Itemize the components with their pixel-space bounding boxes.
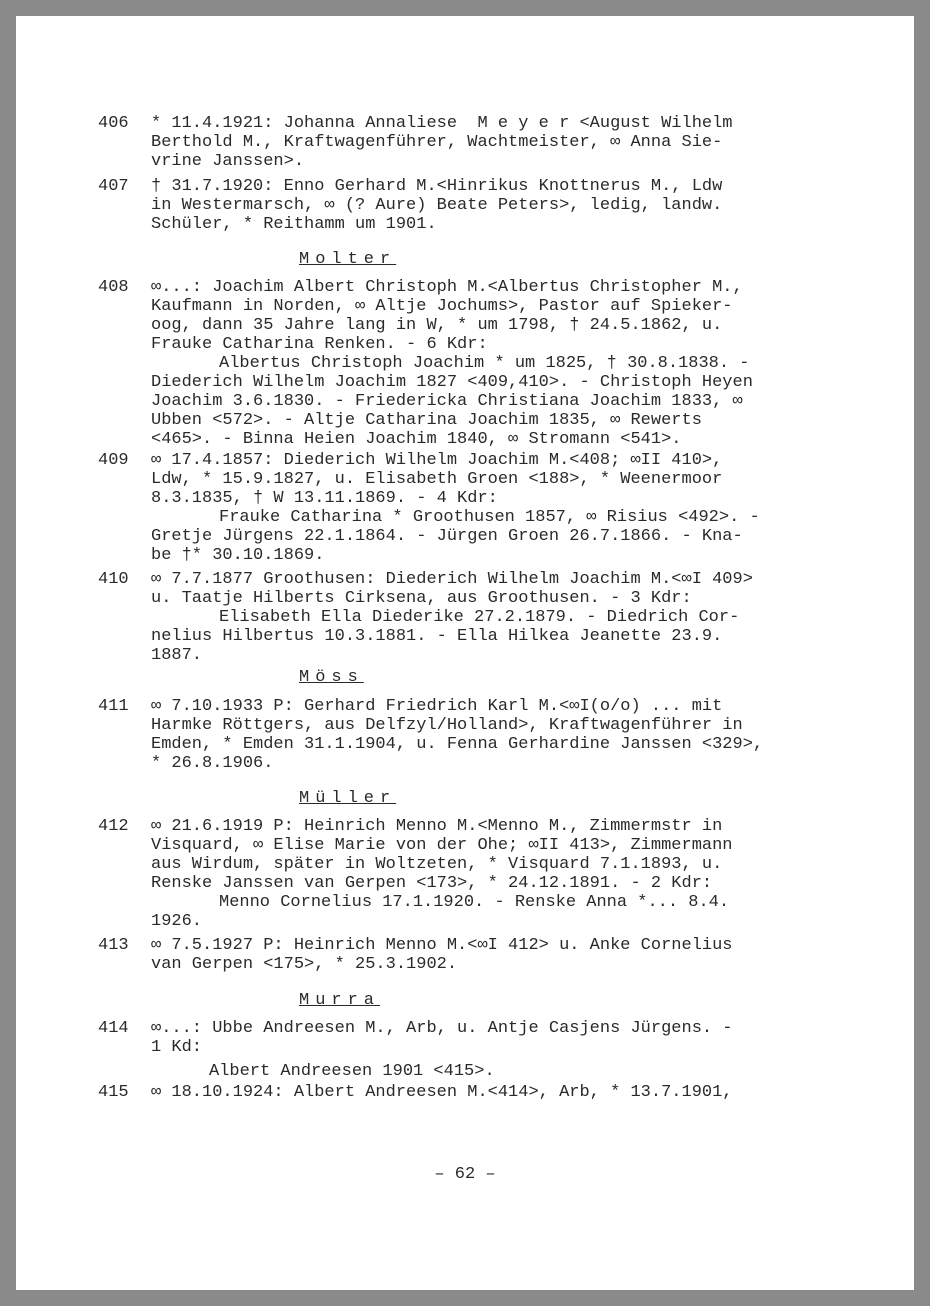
- text-line: Schüler, * Reithamm um 1901.: [151, 215, 437, 234]
- text-line: Gretje Jürgens 22.1.1864. - Jürgen Groen 26.7.1866. - Kna-: [151, 527, 743, 546]
- entry-number: 413: [98, 936, 129, 955]
- entry-number: 408: [98, 278, 129, 297]
- text-line: ∞ 17.4.1857: Diederich Wilhelm Joachim M.<408; ∞II 410>,: [151, 451, 723, 470]
- entry-text: [151, 278, 841, 449]
- text-line: u. Taatje Hilberts Cirksena, aus Groothusen. - 3 Kdr:: [151, 589, 692, 608]
- text-line: Diederich Wilhelm Joachim 1827 <409,410>. - Christoph Heyen: [151, 373, 753, 392]
- text-line: Emden, * Emden 31.1.1904, u. Fenna Gerhardine Janssen <329>,: [151, 735, 764, 754]
- surname-heading-moess: Möss: [299, 668, 364, 687]
- text-line: * 11.4.1921: Johanna Annaliese M e y e r <August Wilhelm: [151, 114, 733, 133]
- entry-number: 410: [98, 570, 129, 589]
- text-line: 1887.: [151, 646, 203, 665]
- text-line: ∞ 7.7.1877 Groothusen: Diederich Wilhelm Joachim M.<∞I 409>: [151, 570, 753, 589]
- text-line: nelius Hilbertus 10.3.1881. - Ella Hilkea Jeanette 23.9.: [151, 627, 723, 646]
- surname-heading-molter: Molter: [299, 250, 397, 269]
- surname-heading-murra: Murra: [299, 991, 381, 1010]
- text-line: 8.3.1835, † W 13.11.1869. - 4 Kdr:: [151, 489, 498, 508]
- entry-text: [151, 1019, 841, 1081]
- text-line: Visquard, ∞ Elise Marie von der Ohe; ∞II 413>, Zimmermann: [151, 836, 733, 855]
- entry-text: [151, 697, 841, 773]
- entry-number: 414: [98, 1019, 129, 1038]
- text-line: Kaufmann in Norden, ∞ Altje Jochums>, Pastor auf Spieker-: [151, 297, 733, 316]
- text-line: Menno Cornelius 17.1.1920. - Renske Anna *... 8.4.: [219, 893, 730, 912]
- surname-heading-mueller: Müller: [299, 789, 397, 808]
- text-line: 1 Kd:: [151, 1038, 203, 1057]
- entry-number: 407: [98, 177, 129, 196]
- text-line: in Westermarsch, ∞ (? Aure) Beate Peters>, ledig, landw.: [151, 196, 723, 215]
- text-line: <465>. - Binna Heien Joachim 1840, ∞ Stromann <541>.: [151, 430, 682, 449]
- entry-text: [151, 817, 841, 931]
- entry-text: [151, 936, 841, 974]
- text-line: Renske Janssen van Gerpen <173>, * 24.12.1891. - 2 Kdr:: [151, 874, 713, 893]
- entry-number: 412: [98, 817, 129, 836]
- text-line: ∞ 18.10.1924: Albert Andreesen M.<414>, Arb, * 13.7.1901,: [151, 1083, 733, 1102]
- text-line: van Gerpen <175>, * 25.3.1902.: [151, 955, 458, 974]
- entry-number: 415: [98, 1083, 129, 1102]
- text-line: Albertus Christoph Joachim * um 1825, † 30.8.1838. -: [219, 354, 750, 373]
- text-line: Ubben <572>. - Altje Catharina Joachim 1835, ∞ Rewerts: [151, 411, 702, 430]
- text-line: † 31.7.1920: Enno Gerhard M.<Hinrikus Knottnerus M., Ldw: [151, 177, 723, 196]
- entry-text: [151, 1083, 841, 1102]
- text-line: 1926.: [151, 912, 203, 931]
- text-line: ∞ 21.6.1919 P: Heinrich Menno M.<Menno M., Zimmermstr in: [151, 817, 723, 836]
- document-page: [16, 16, 914, 1290]
- text-line: aus Wirdum, später in Woltzeten, * Visquard 7.1.1893, u.: [151, 855, 723, 874]
- entry-text: [151, 114, 841, 171]
- entry-number: 411: [98, 697, 129, 716]
- text-line: ∞...: Joachim Albert Christoph M.<Albertus Christopher M.,: [151, 278, 743, 297]
- entry-text: [151, 570, 841, 665]
- text-line: be †* 30.10.1869.: [151, 546, 325, 565]
- text-line: Albert Andreesen 1901 <415>.: [209, 1062, 495, 1081]
- page-number: – 62 –: [434, 1165, 496, 1184]
- entry-number: 406: [98, 114, 129, 133]
- entry-number: 409: [98, 451, 129, 470]
- entry-text: [151, 451, 841, 565]
- text-line: Elisabeth Ella Diederike 27.2.1879. - Diedrich Cor-: [219, 608, 740, 627]
- text-line: Harmke Röttgers, aus Delfzyl/Holland>, Kraftwagenführer in: [151, 716, 743, 735]
- text-line: oog, dann 35 Jahre lang in W, * um 1798, † 24.5.1862, u.: [151, 316, 723, 335]
- text-line: ∞ 7.5.1927 P: Heinrich Menno M.<∞I 412> u. Anke Cornelius: [151, 936, 733, 955]
- text-line: Joachim 3.6.1830. - Friedericka Christiana Joachim 1833, ∞: [151, 392, 743, 411]
- text-line: ∞...: Ubbe Andreesen M., Arb, u. Antje Casjens Jürgens. -: [151, 1019, 733, 1038]
- entry-text: [151, 177, 841, 234]
- text-line: Berthold M., Kraftwagenführer, Wachtmeister, ∞ Anna Sie-: [151, 133, 723, 152]
- text-line: * 26.8.1906.: [151, 754, 274, 773]
- text-line: vrine Janssen>.: [151, 152, 305, 171]
- text-line: Ldw, * 15.9.1827, u. Elisabeth Groen <188>, * Weenermoor: [151, 470, 723, 489]
- text-line: Frauke Catharina * Groothusen 1857, ∞ Risius <492>. -: [219, 508, 760, 527]
- text-line: ∞ 7.10.1933 P: Gerhard Friedrich Karl M.<∞I(o/o) ... mit: [151, 697, 723, 716]
- text-line: Frauke Catharina Renken. - 6 Kdr:: [151, 335, 488, 354]
